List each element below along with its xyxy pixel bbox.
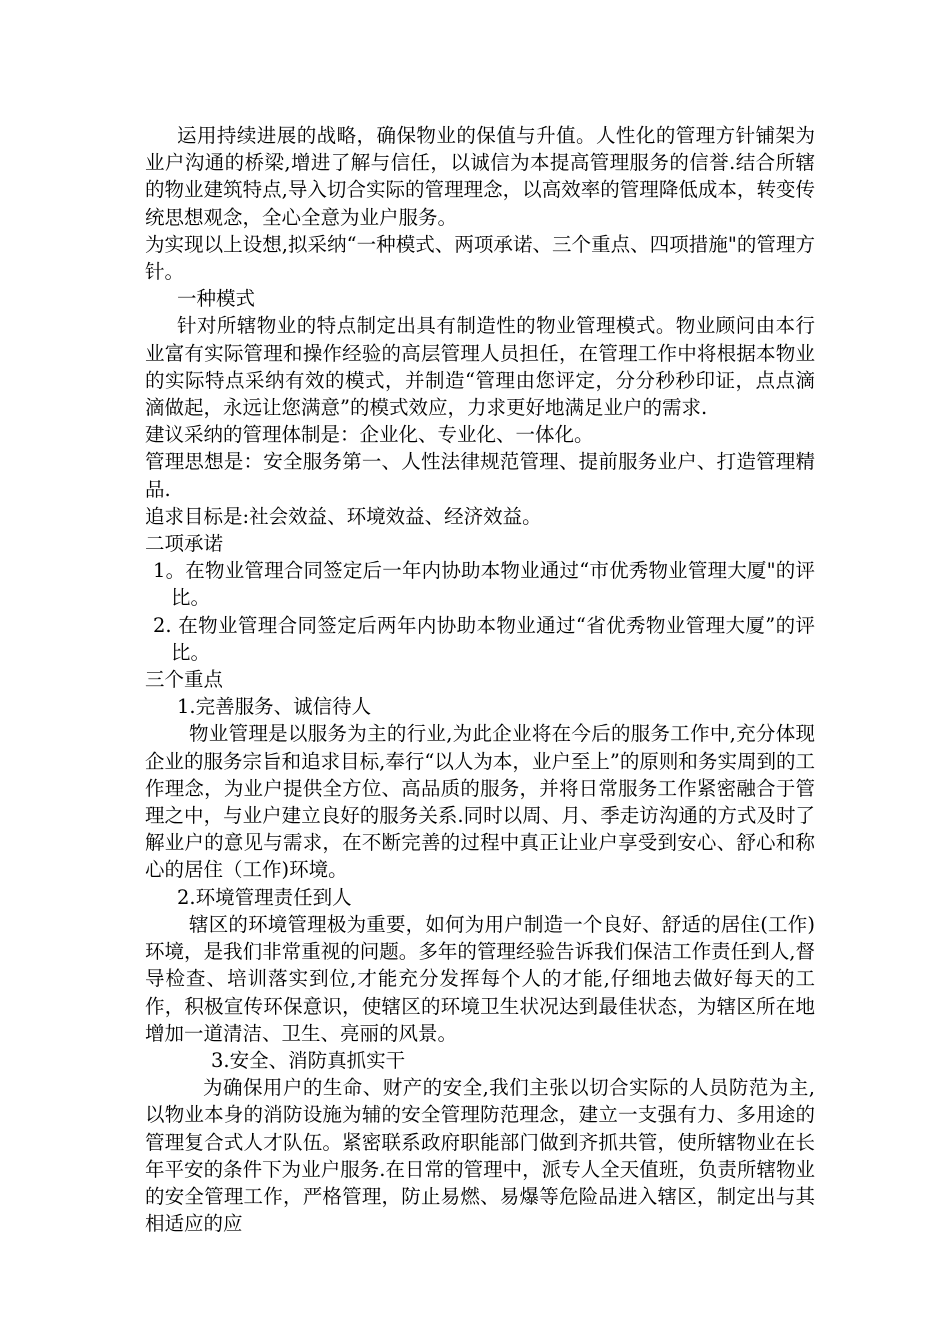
heading-one-mode: 一种模式 (177, 287, 256, 311)
intro-paragraph: 运用持续进展的战略，确保物业的保值与升值。人性化的管理方针铺架为业户沟通的桥梁,增进了解与信任，以诚信为本提高管理服务的信誉.结合所辖的物业建筑特点,导入切合实际的管理理念，以高效率的管理降低成本，转变传统思想观念，全心全意为业户服务。 (145, 124, 815, 229)
heading-two-promises: 二项承诺 (145, 532, 224, 556)
management-thought-line: 管理思想是：安全服务第一、人性法律规范管理、提前服务业户、打造管理精品. (145, 450, 815, 501)
focus-1-title: 1.完善服务、诚信待人 (177, 695, 372, 719)
focus-2-paragraph: 辖区的环境管理极为重要，如何为用户制造一个良好、舒适的居住(工作)环境，是我们非常重视的问题。多年的管理经验告诉我们保洁工作责任到人,督导检查、培训落实到位,才能充分发挥每个人的才能,仔细地去做好每天的工作，积极宣传环保意识，使辖区的环境卫生状况达到最佳状态，为辖区所在地增加一道清洁、卫生、亮丽的风景。 (145, 912, 815, 1045)
one-mode-paragraph: 针对所辖物业的特点制定出具有制造性的物业管理模式。物业顾问由本行业富有实际管理和操作经验的高层管理人员担任，在管理工作中将根据本物业的实际特点采纳有效的模式，并制造“管理由您评定，分分秒秒印证，点点滴滴做起，永远让您满意”的模式效应，力求更好地满足业户的需求. (145, 314, 815, 420)
policy-paragraph: 为实现以上设想,拟采纳“一种模式、两项承诺、三个重点、四项措施"的管理方针。 (145, 232, 815, 284)
heading-three-focus: 三个重点 (145, 668, 224, 692)
goal-line: 追求目标是:社会效益、环境效益、经济效益。 (145, 504, 542, 528)
focus-3-title: 3.安全、消防真抓实干 (211, 1048, 406, 1072)
document-page (145, 122, 815, 1237)
promise-item-1: 1。在物业管理合同签定后一年内协助本物业通过“市优秀物业管理大厦"的评比。 (153, 559, 815, 610)
promise-item-2: 2. 在物业管理合同签定后两年内协助本物业通过“省优秀物业管理大厦”的评比。 (153, 613, 815, 664)
focus-1-paragraph: 物业管理是以服务为主的行业,为此企业将在今后的服务工作中,充分体现企业的服务宗旨和追求目标,奉行“以人为本，业户至上”的原则和务实周到的工作理念，为业户提供全方位、高品质的服务，并将日常服务工作紧密融合于管理之中，与业户建立良好的服务关系.同时以周、月、季走访沟通的方式及时了解业户的意见与需求，在不断完善的过程中真正让业户享受到安心、舒心和称心的居住（工作)环境。 (145, 722, 815, 882)
focus-3-paragraph: 为确保用户的生命、财产的安全,我们主张以切合实际的人员防范为主,以物业本身的消防设施为辅的安全管理防范理念，建立一支强有力、多用途的管理复合式人才队伍。紧密联系政府职能部门做到齐抓共管，使所辖物业在长年平安的条件下为业户服务.在日常的管理中，派专人全天值班，负责所辖物业的安全管理工作，严格管理，防止易燃、易爆等危险品进入辖区，制定出与其相适应的应 (145, 1076, 815, 1236)
management-system-line: 建议采纳的管理体制是：企业化、专业化、一体化。 (145, 423, 594, 447)
focus-2-title: 2.环境管理责任到人 (177, 885, 352, 909)
